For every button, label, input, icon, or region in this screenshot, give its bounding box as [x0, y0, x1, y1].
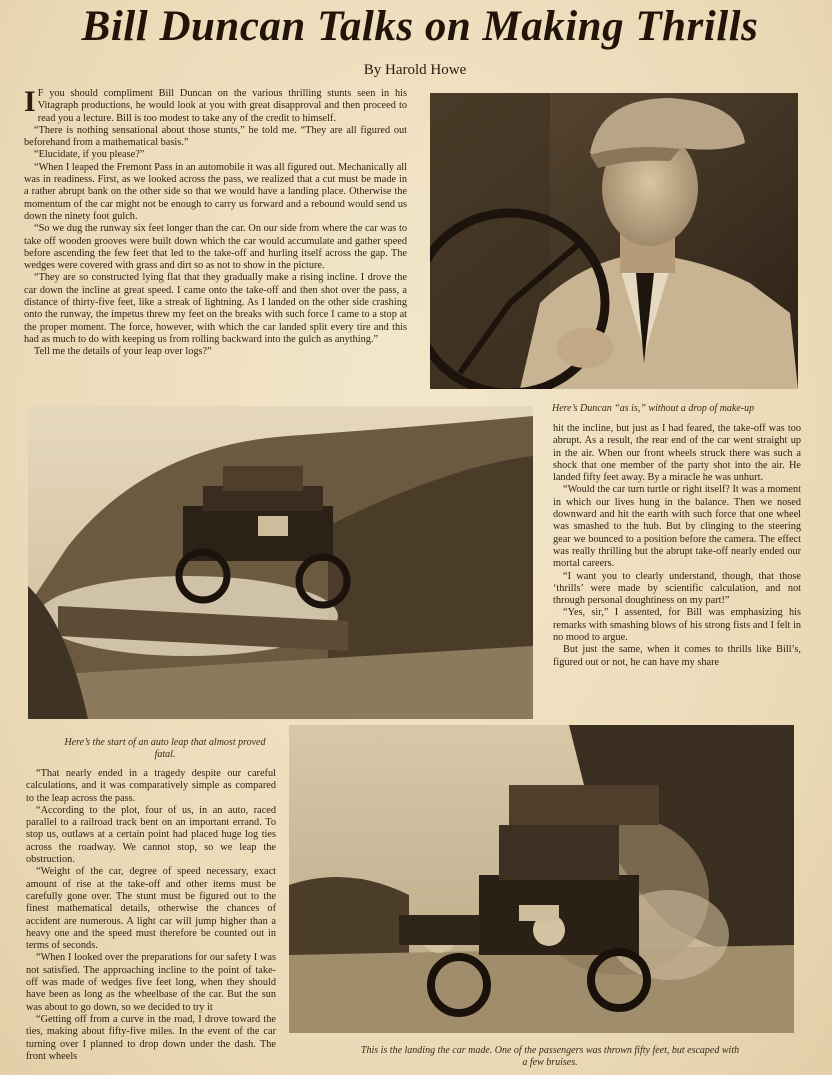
leap-photo — [28, 406, 533, 719]
paragraph: “So we dug the runway six feet longer than the car. On our side from where the car was to take off wooden grooves were built down which the car would accumulate and gather speed before ascending the few feet that led to the take-off and hurling itself across the gap. The wedges were covered with grass and dirt so as not to show in the picture. — [24, 223, 407, 272]
paragraph: Tell me the details of your leap over logs?” — [34, 346, 212, 358]
caption-leap: Here’s the start of an auto leap that almost proved fatal. — [64, 737, 266, 760]
article-column-intro — [24, 85, 407, 359]
paragraph: “Elucidate, if you please?” — [34, 149, 145, 161]
paragraph: “I want you to clearly understand, though, that those ‘thrills’ were made by scientific calculation, and not through personal doughtiness on my part!” — [553, 570, 801, 607]
portrait-illustration — [430, 93, 798, 389]
paragraph: “When I looked over the preparations for our safety I was not satisfied. The approaching incline to the point of take-off was made of wedges five feet long, when they should have been as long as the wheelbase of the car. But the sun was about to go down, so we decided to try it — [26, 952, 276, 1013]
paragraph: “They are so constructed lying flat that they gradually make a rising incline. I drove the car down the incline at great speed. I came onto the take-off and then shot over the pass, a distance of thirty-five feet, like a streak of lightning. As I landed on the other side crashing onto the runway, the impetus threw my feet on the breaks with such force I came to a stop at the proper moment. The force, however, with which the car landed split every tire and this had as much to do with keeping us from rolling backward into the gulch as anything.” — [24, 272, 407, 345]
article-column-bottom-left — [26, 768, 276, 1063]
landing-photo — [289, 725, 794, 1033]
portrait-photo — [430, 93, 798, 389]
leap-illustration — [28, 406, 533, 719]
paragraph: “When I leaped the Fremont Pass in an automobile it was all figured out. Mechanically all was in readiness. First, as we looked across the pass, we realized that a cut must be made in a rather abrupt bank on the other side so that we would have a landing place. Otherwise the momentum of the car might not be enough to carry us forward and a rebound would send us down the ninety foot gulch. — [24, 161, 407, 222]
paragraph: “Getting off from a curve in the road, I drove toward the ties, making about fifty-five miles. In the event of the car turning over I planned to drop down under the dash. The front wheels — [26, 1013, 276, 1062]
article-title: Bill Duncan Talks on Making Thrills — [81, 3, 759, 50]
paragraph: “Weight of the car, degree of speed necessary, exact amount of rise at the take-off and other items must be carefully gone over. The stunt must be figured out to the finest mathematical details, otherwise the chances of accident are numerous. A light car will jump higher than a heavy one and the speed must therefore be counted out in terms of seconds. — [26, 866, 276, 952]
caption-landing: This is the landing the car made. One of the passengers was thrown fifty feet, but escaped with a few bruises. — [360, 1045, 740, 1068]
paragraph: “Would the car turn turtle or right itself? It was a moment in which our lives hung in the balance. Then we nosed downward and hit the earth with such force that one wheel was smashed to the hub. But by clinging to the steering gear we bounced to a position before the camera. The effect was really thrilling but the abrupt take-off nearly ended our mortal careers. — [553, 484, 801, 570]
drop-cap: I — [24, 85, 36, 118]
paragraph: “According to the plot, four of us, in an auto, raced parallel to a railroad track bent on an important errand. To stop us, outlaws at a certain point had placed huge log ties across the roadway. We cannot stop, so we leap the obstruction. — [26, 804, 276, 866]
caption-portrait: Here’s Duncan “as is,” without a drop of make-up — [552, 403, 755, 414]
landing-illustration — [289, 725, 794, 1033]
article-column-right — [553, 423, 801, 669]
paragraph: “That nearly ended in a tragedy despite our careful calculations, and it was comparatively simple as compared to the leap across the pass. — [26, 768, 276, 804]
paragraph: But just the same, when it comes to thrills like Bill’s, figured out or not, he can have my share — [553, 644, 801, 668]
paragraph: “There is nothing sensational about those stunts,” he told me. “They are all figured out beforehand from a mathematical basis.” — [24, 124, 407, 149]
paragraph: hit the incline, but just as I had feared, the take-off was too abrupt. As a result, the rear end of the car went straight up in the air. When our front wheels struck there was such a shock that one member of the party shot into the air. He landed fifty feet away. By a miracle he was unhurt. — [553, 423, 801, 484]
paragraph: “Yes, sir,” I assented, for Bill was emphasizing his remarks with smashing blows of his strong fists and I felt in no mood to argue. — [553, 607, 801, 644]
byline: By Harold Howe — [363, 62, 467, 78]
paragraph: I F you should compliment Bill Duncan on the various thrilling stunts seen in his Vitagraph productions, he would look at you with great disapproval and then proceed to read you a lecture. Bill is too modest to take any of the credit to himself. — [24, 85, 407, 124]
